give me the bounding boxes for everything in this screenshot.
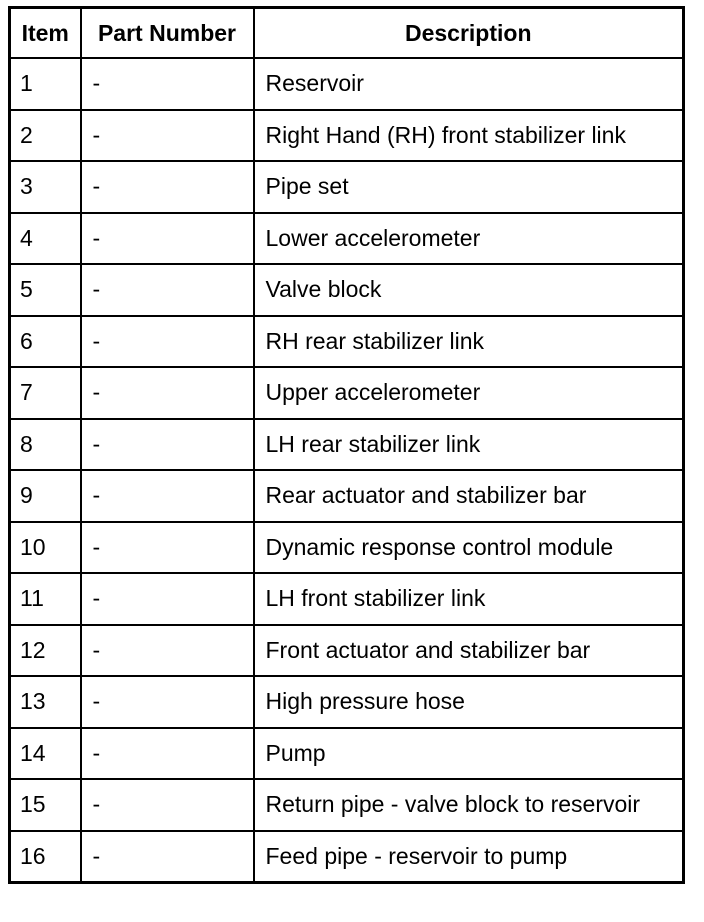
description-cell: RH rear stabilizer link xyxy=(254,316,684,368)
item-cell: 14 xyxy=(10,728,81,780)
table-header-row xyxy=(10,8,684,59)
description-cell: Lower accelerometer xyxy=(254,213,684,265)
item-cell: 12 xyxy=(10,625,81,677)
parts-table xyxy=(8,6,685,884)
description-cell: LH front stabilizer link xyxy=(254,573,684,625)
item-cell: 1 xyxy=(10,58,81,110)
item-cell: 11 xyxy=(10,573,81,625)
table-row xyxy=(10,470,684,522)
column-header-part-number: Part Number xyxy=(81,8,254,59)
description-cell: Pump xyxy=(254,728,684,780)
item-cell: 13 xyxy=(10,676,81,728)
table-row xyxy=(10,522,684,574)
description-cell: LH rear stabilizer link xyxy=(254,419,684,471)
description-cell: Valve block xyxy=(254,264,684,316)
part-number-cell: - xyxy=(81,367,254,419)
column-header-item: Item xyxy=(10,8,81,59)
item-cell: 9 xyxy=(10,470,81,522)
part-number-cell: - xyxy=(81,676,254,728)
description-cell: Feed pipe - reservoir to pump xyxy=(254,831,684,883)
description-cell: Rear actuator and stabilizer bar xyxy=(254,470,684,522)
description-cell: High pressure hose xyxy=(254,676,684,728)
part-number-cell: - xyxy=(81,110,254,162)
part-number-cell: - xyxy=(81,316,254,368)
table-row xyxy=(10,573,684,625)
table-body xyxy=(10,58,684,883)
table-row xyxy=(10,728,684,780)
part-number-cell: - xyxy=(81,213,254,265)
table-row xyxy=(10,161,684,213)
part-number-cell: - xyxy=(81,625,254,677)
part-number-cell: - xyxy=(81,419,254,471)
column-header-description: Description xyxy=(254,8,684,59)
table-row xyxy=(10,676,684,728)
table-row xyxy=(10,110,684,162)
table-row xyxy=(10,316,684,368)
description-cell: Return pipe - valve block to reservoir xyxy=(254,779,684,831)
item-cell: 15 xyxy=(10,779,81,831)
item-cell: 3 xyxy=(10,161,81,213)
description-cell: Front actuator and stabilizer bar xyxy=(254,625,684,677)
table-row xyxy=(10,367,684,419)
part-number-cell: - xyxy=(81,831,254,883)
part-number-cell: - xyxy=(81,264,254,316)
description-cell: Pipe set xyxy=(254,161,684,213)
part-number-cell: - xyxy=(81,779,254,831)
item-cell: 4 xyxy=(10,213,81,265)
part-number-cell: - xyxy=(81,573,254,625)
part-number-cell: - xyxy=(81,470,254,522)
item-cell: 8 xyxy=(10,419,81,471)
description-cell: Right Hand (RH) front stabilizer link xyxy=(254,110,684,162)
item-cell: 16 xyxy=(10,831,81,883)
description-cell: Upper accelerometer xyxy=(254,367,684,419)
item-cell: 5 xyxy=(10,264,81,316)
parts-table-container xyxy=(8,6,685,884)
table-row xyxy=(10,625,684,677)
part-number-cell: - xyxy=(81,161,254,213)
table-row xyxy=(10,213,684,265)
table-row xyxy=(10,419,684,471)
item-cell: 6 xyxy=(10,316,81,368)
table-row xyxy=(10,831,684,883)
description-cell: Dynamic response control module xyxy=(254,522,684,574)
item-cell: 10 xyxy=(10,522,81,574)
item-cell: 7 xyxy=(10,367,81,419)
table-row xyxy=(10,779,684,831)
part-number-cell: - xyxy=(81,728,254,780)
description-cell: Reservoir xyxy=(254,58,684,110)
table-row xyxy=(10,58,684,110)
table-row xyxy=(10,264,684,316)
part-number-cell: - xyxy=(81,522,254,574)
part-number-cell: - xyxy=(81,58,254,110)
item-cell: 2 xyxy=(10,110,81,162)
